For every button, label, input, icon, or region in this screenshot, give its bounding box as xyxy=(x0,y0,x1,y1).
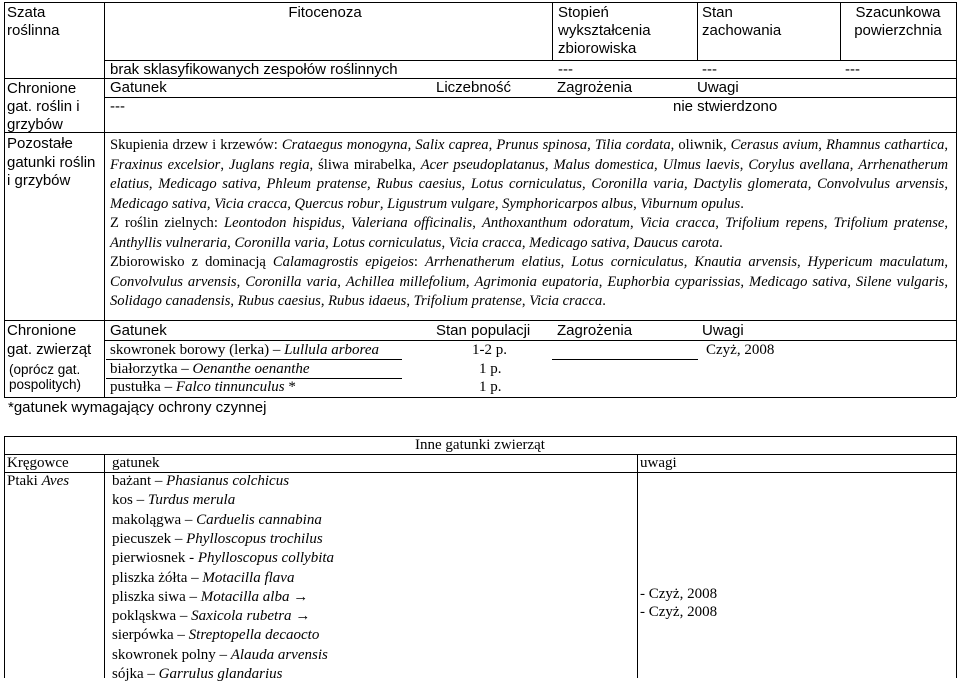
other-animals-title: Inne gatunki zwierząt xyxy=(415,437,545,453)
species-item: bażant – Phasianus colchicus xyxy=(112,473,290,489)
zw-row-3-species: pustułka – Falco tinnunculus * xyxy=(110,379,296,395)
zw-row-1-count: 1-2 p. xyxy=(472,342,507,358)
col-gatunek-2: gatunek xyxy=(112,455,160,471)
zw-row-2-count: 1 p. xyxy=(479,361,502,377)
zw-col-gatunek: Gatunek xyxy=(110,322,167,339)
label-chronione-zw-2: gat. zwierząt xyxy=(7,341,92,358)
col-zagrozenia: Zagrożenia xyxy=(557,79,633,96)
label-chronione-rosliny: Chronione gat. roślin i grzybów xyxy=(7,80,80,133)
header-powierzchnia: Szacunkowa powierzchnia xyxy=(854,4,942,39)
header-szata-roslinna: Szata roślinna xyxy=(7,4,60,39)
rosliny-note: nie stwierdzono xyxy=(673,98,778,115)
group-ptaki: Ptaki Aves xyxy=(7,473,70,489)
zw-col-stan: Stan populacji xyxy=(436,322,531,339)
species-item: pliszka siwa – Motacilla alba → xyxy=(112,588,309,605)
header-fitocenoza: Fitocenoza xyxy=(288,4,362,21)
label-pozostale: Pozostałe gatunki roślin i grzybów xyxy=(7,135,96,189)
species-item: kos – Turdus merula xyxy=(112,492,236,509)
col-kregowce: Kręgowce xyxy=(7,455,69,471)
species-item: sójka – Garrulus glandarius xyxy=(112,666,283,682)
species-item: pierwiosnek - Phylloscopus collybita xyxy=(112,550,335,567)
header-stan-zachowania: Stan zachowania xyxy=(702,4,782,39)
note-1: - Czyż, 2008 xyxy=(640,586,718,602)
pozostale-paragraph-trees: Skupienia drzew i krzewów: Crataegus monogyna, Salix caprea, Prunus spinosa, Tilia cordata, oliwnik, Cerasus avium, Rhamnus cathartica, Fraxinus excelsior, Juglans regia, śliwa mirabelka, Acer pseudoplatanus, Malus domestica, Ulmus laevis, Corylus avellana, Arrhenatherum elatius, Medicago sativa, Phleum pratense, Rubus caesius, Lotus corniculatus, Coronilla varia, Dactylis glomerata, Convolvulus arvensis, Medicago sativa, Vicia cracca, Quercus robur, Ligustrum vulgare, Symphoricarpos albus, Viburnum opulus. xyxy=(110,137,949,212)
zw-row-3-count: 1 p. xyxy=(479,379,502,395)
zw-row-1-note: Czyż, 2008 xyxy=(706,342,775,358)
label-chronione-zw-4: pospolitych) xyxy=(9,377,82,392)
zw-col-zagrozenia: Zagrożenia xyxy=(557,322,633,339)
species-item: sierpówka – Streptopella decaocto xyxy=(112,627,320,644)
col-gatunek: Gatunek xyxy=(110,79,167,96)
zw-row-2-species: białorzytka – Oenanthe oenanthe xyxy=(110,361,310,377)
col-uwagi: Uwagi xyxy=(697,79,739,96)
header-stopien: Stopień wykształcenia zbiorowiska xyxy=(558,4,651,57)
species-item: pliszka żółta – Motacilla flava xyxy=(112,569,295,586)
fitocenoza-stan: --- xyxy=(702,61,717,78)
fitocenoza-powierzchnia: --- xyxy=(845,61,860,78)
species-item: makolągwa – Carduelis cannabina xyxy=(112,511,322,528)
pozostale-paragraph-calamagrostis: Zbiorowisko z dominacją Calamagrostis epigeios: Arrhenatherum elatius, Lotus corniculatus, Knautia arvensis, Hypericum maculatum, Convolvulus arvensis, Coronilla varia, Achillea millefolium, Agrimonia eupatoria, Euphorbia cyparissias, Medicago sativa, Silene vulgaris, Solidago canadensis, Rubus caesius, Rubus idaeus, Trifolium pratense, Vicia cracca. xyxy=(110,254,949,309)
label-chronione-zw-3: (oprócz gat. xyxy=(9,362,81,377)
species-item: pokląskwa – Saxicola rubetra → xyxy=(112,608,311,625)
species-item: skowronek polny – Alauda arvensis xyxy=(112,646,328,663)
zw-row-1-species: skowronek borowy (lerka) – Lullula arborea xyxy=(110,342,379,358)
col-liczebnosc: Liczebność xyxy=(436,79,512,96)
species-item: piecuszek – Phylloscopus trochilus xyxy=(112,530,323,547)
col-uwagi-2: uwagi xyxy=(640,455,677,471)
footnote: *gatunek wymagający ochrony czynnej xyxy=(8,399,267,416)
zw-col-uwagi: Uwagi xyxy=(702,322,744,339)
label-chronione-zw-1: Chronione xyxy=(7,322,77,339)
note-2: - Czyż, 2008 xyxy=(640,604,718,620)
pozostale-description xyxy=(110,136,948,312)
fitocenoza-name: brak sklasyfikowanych zespołów roślinnych xyxy=(110,61,398,78)
rosliny-value: --- xyxy=(110,98,125,115)
fitocenoza-stopien: --- xyxy=(558,61,573,78)
pozostale-paragraph-herbs: Z roślin zielnych: Leontodon hispidus, Valeriana officinalis, Anthoxanthum odoratum, Vicia cracca, Trifolium repens, Trifolium pratense, Anthyllis vulneraria, Coronilla varia, Lotus corniculatus, Vicia cracca, Medicago sativa, Daucus carota. xyxy=(110,215,949,251)
